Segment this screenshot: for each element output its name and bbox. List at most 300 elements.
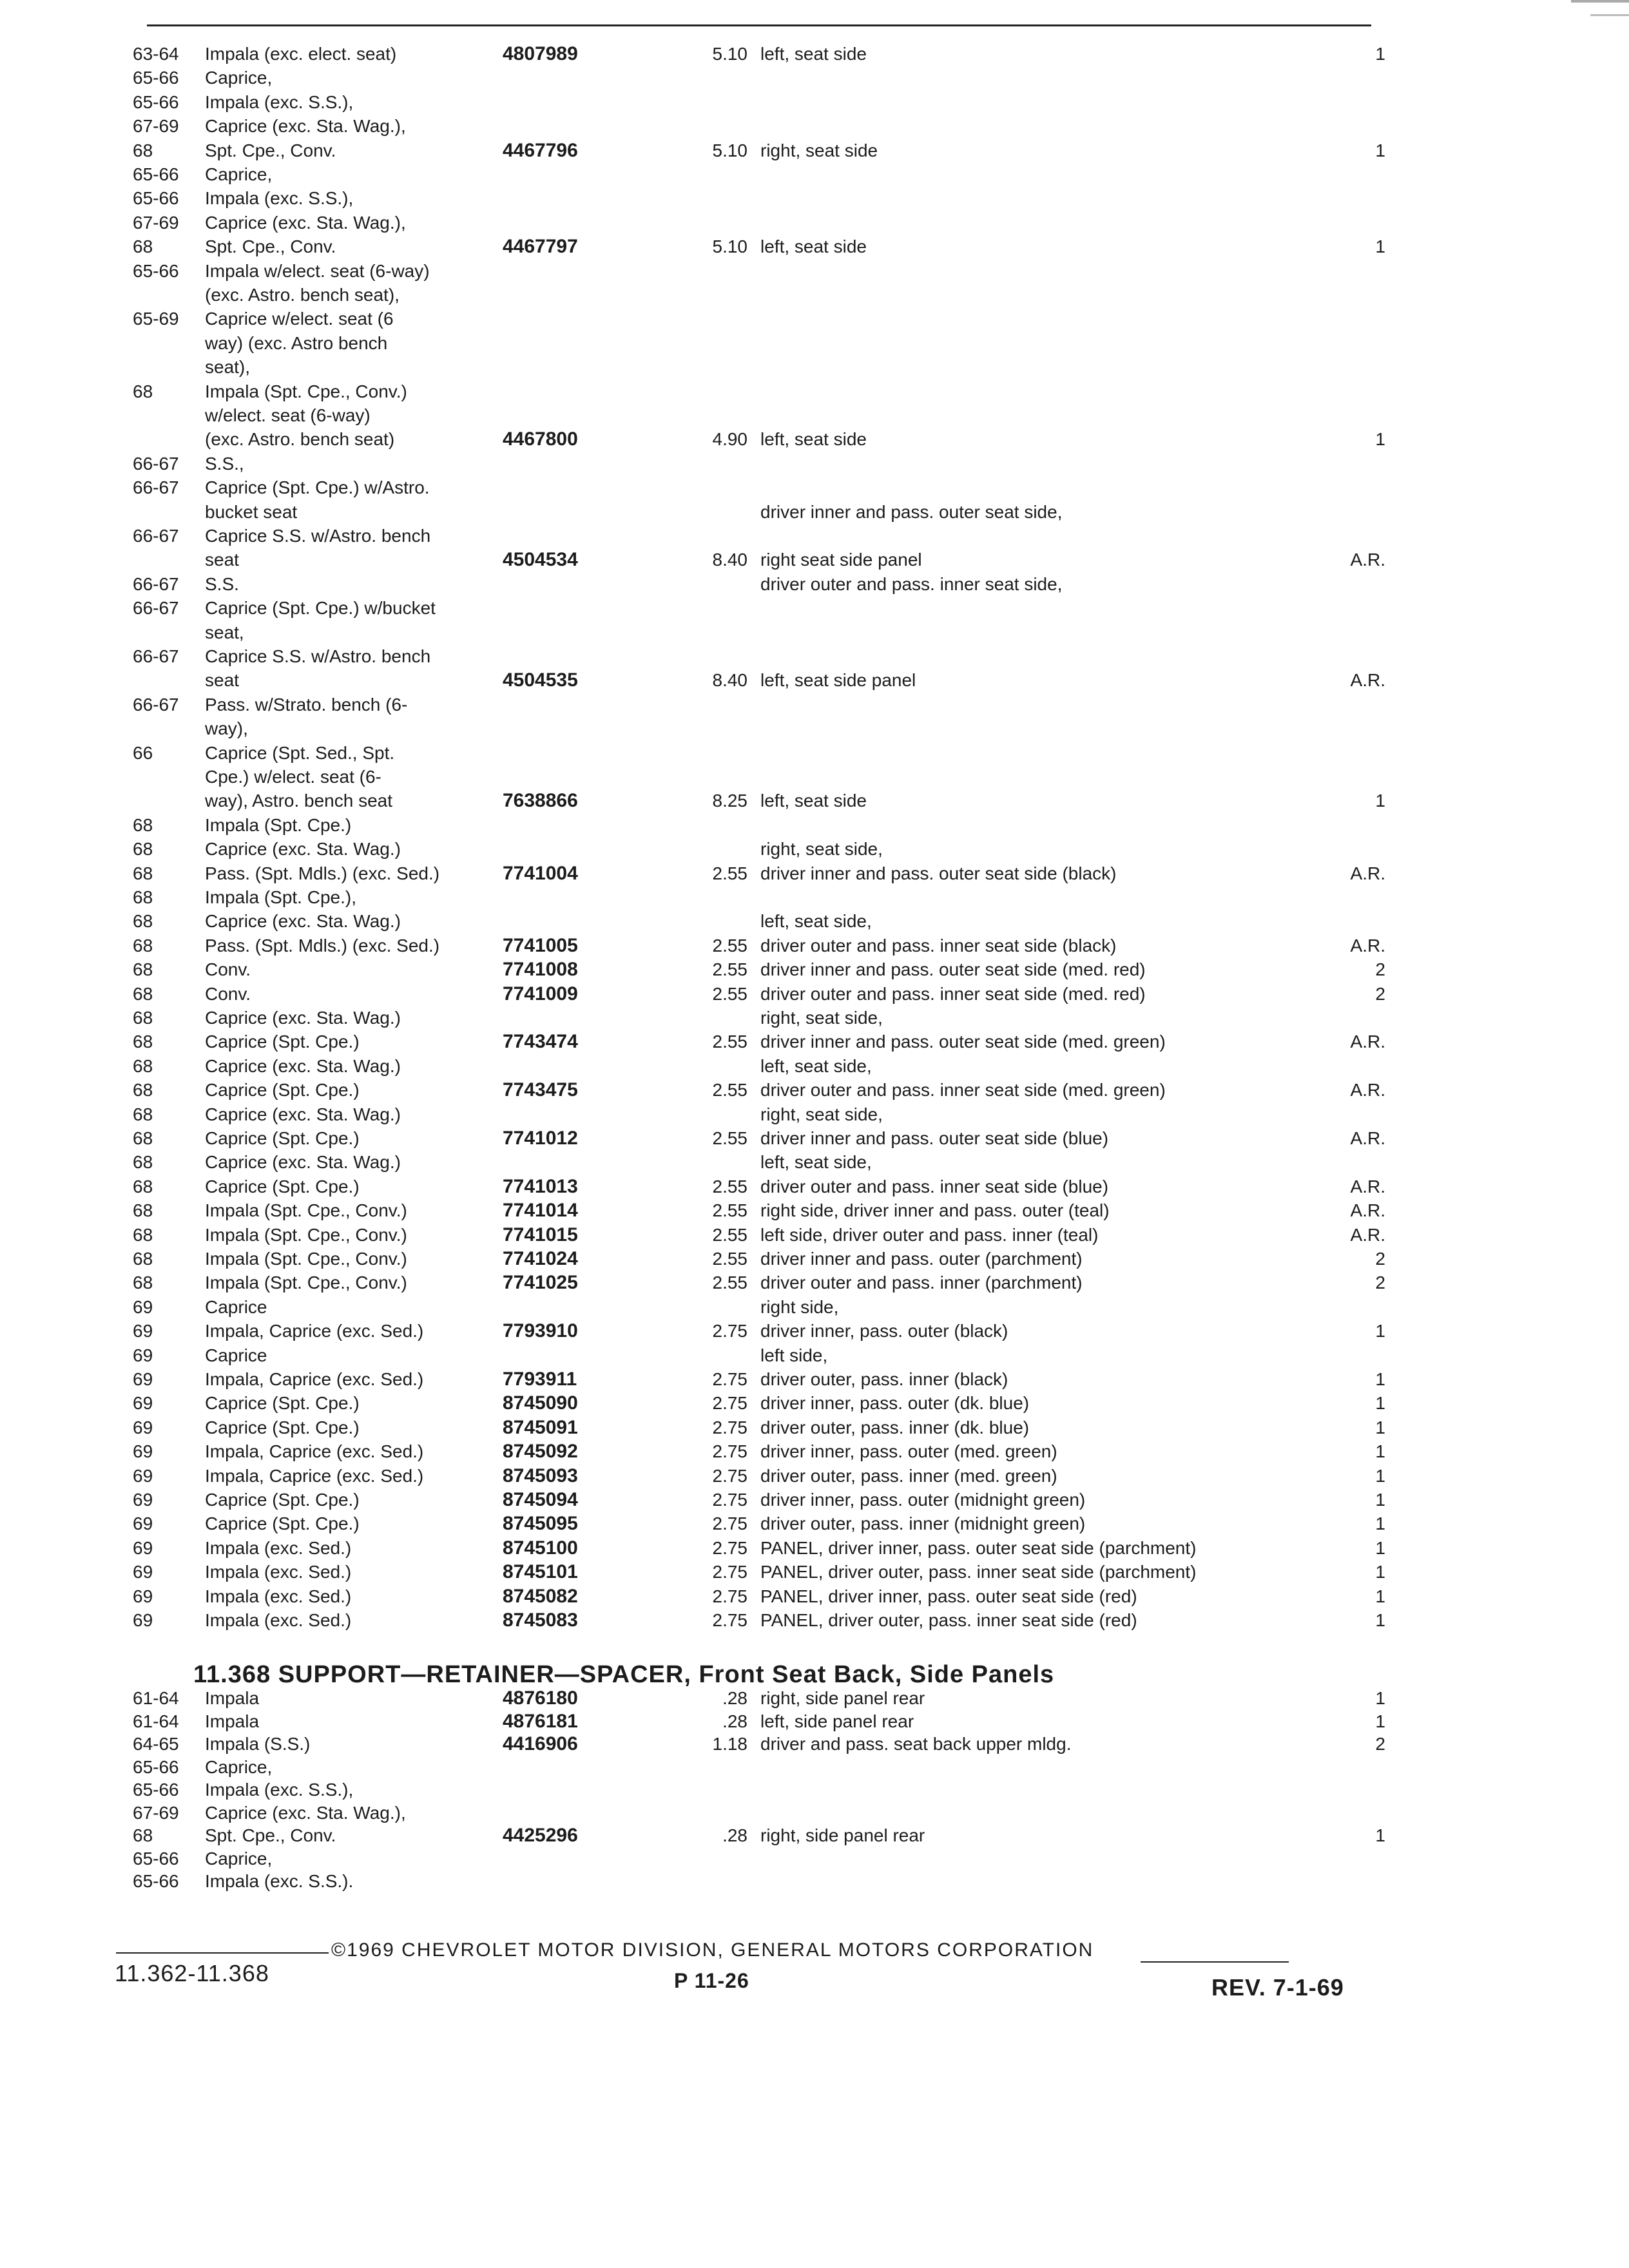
part-description: left, seat side (760, 236, 867, 257)
list-price: 8.40 (712, 670, 747, 691)
table-row (0, 428, 1629, 452)
model-application: Impala (Spt. Cpe., Conv.) (205, 1200, 407, 1221)
model-application: Spt. Cpe., Conv. (205, 140, 336, 160)
quantity: A.R. (1350, 670, 1385, 691)
list-price: 2.55 (712, 1128, 747, 1148)
table-row (0, 115, 1629, 139)
table-row (0, 1870, 1629, 1894)
table-row (0, 1416, 1629, 1441)
table-row (0, 235, 1629, 260)
model-application: Caprice (exc. Sta. Wag.) (205, 1104, 401, 1124)
table-row (0, 1609, 1629, 1633)
table-row (0, 1103, 1629, 1128)
table-row (0, 91, 1629, 115)
list-price: 2.75 (712, 1562, 747, 1582)
model-application: Impala (exc. S.S.), (205, 1780, 354, 1800)
copyright-notice: ©1969 CHEVROLET MOTOR DIVISION, GENERAL MOTORS CORPORATION (331, 1939, 1094, 1961)
quantity: 1 (1375, 1610, 1385, 1630)
model-year: 68 (133, 1825, 153, 1845)
table-row (0, 838, 1629, 862)
model-year: 61-64 (133, 1711, 179, 1731)
table-row (0, 1687, 1629, 1711)
model-year: 69 (133, 1393, 153, 1414)
model-year: 63-64 (133, 44, 179, 64)
part-number: 7741012 (503, 1128, 578, 1149)
list-price: 8.40 (712, 550, 747, 570)
quantity: 1 (1375, 1562, 1385, 1582)
model-application: Impala (Spt. Cpe., Conv.) (205, 1273, 407, 1293)
model-application: Spt. Cpe., Conv. (205, 1825, 336, 1845)
model-application: way), Astro. bench seat (205, 791, 393, 811)
model-year: 65-66 (133, 68, 179, 88)
footer-rule-left (116, 1952, 329, 1954)
part-number: 8745101 (503, 1561, 578, 1583)
part-number: 7741004 (503, 862, 578, 884)
part-number: 4876180 (503, 1687, 578, 1709)
model-application: Impala w/elect. seat (6-way) (205, 260, 430, 281)
table-row (0, 404, 1629, 428)
model-application: Caprice (205, 1345, 267, 1365)
table-row (0, 621, 1629, 646)
table-row (0, 501, 1629, 525)
part-description: driver outer and pass. inner seat side (blue) (760, 1176, 1109, 1196)
table-row (0, 645, 1629, 669)
table-row (0, 1006, 1629, 1031)
table-row (0, 1537, 1629, 1561)
quantity: 1 (1375, 1825, 1385, 1845)
model-application: way) (exc. Astro bench (205, 332, 388, 353)
quantity: 1 (1375, 1514, 1385, 1534)
footer-rule-right (1141, 1961, 1289, 1963)
list-price: 2.55 (712, 863, 747, 883)
list-price: 2.55 (712, 1200, 747, 1221)
table-row (0, 886, 1629, 910)
quantity: 1 (1375, 429, 1385, 450)
list-price: 2.55 (712, 959, 747, 980)
part-description: driver outer and pass. inner seat side (black) (760, 935, 1117, 956)
list-price: 8.25 (712, 791, 747, 811)
list-price: 2.75 (712, 1610, 747, 1630)
model-year: 68 (133, 1249, 153, 1269)
part-number: 7741005 (503, 934, 578, 956)
model-application: Pass. w/Strato. bench (6- (205, 694, 408, 715)
model-application: seat, (205, 622, 244, 642)
model-application: seat (205, 550, 239, 570)
quantity: 1 (1375, 1711, 1385, 1731)
quantity: 1 (1375, 791, 1385, 811)
part-description: driver inner, pass. outer (midnight green) (760, 1490, 1086, 1510)
part-description: right, side panel rear (760, 1688, 925, 1708)
list-price: 2.55 (712, 1032, 747, 1052)
model-year: 68 (133, 1224, 153, 1245)
table-row (0, 524, 1629, 549)
table-row (0, 983, 1629, 1007)
model-year: 65-66 (133, 164, 179, 184)
table-row (0, 1756, 1629, 1780)
table-row (0, 1344, 1629, 1369)
part-description: driver inner and pass. outer seat side (blue) (760, 1128, 1109, 1148)
table-row (0, 43, 1629, 67)
list-price: 1.18 (712, 1734, 747, 1754)
model-application: Caprice (Spt. Cpe.) (205, 1080, 360, 1100)
model-year: 68 (133, 959, 153, 980)
part-number: 7741024 (503, 1248, 578, 1269)
model-year: 69 (133, 1345, 153, 1365)
model-year: 69 (133, 1441, 153, 1462)
part-number: 7741009 (503, 983, 578, 1004)
part-description: left, seat side (760, 44, 867, 64)
part-description: driver inner and pass. outer seat side, (760, 501, 1063, 522)
model-application: (exc. Astro. bench seat), (205, 285, 400, 305)
table-row (0, 211, 1629, 236)
table-row (0, 356, 1629, 380)
model-year: 68 (133, 140, 153, 160)
model-application: Caprice S.S. w/Astro. bench (205, 646, 431, 666)
scan-artifact (1590, 14, 1629, 16)
model-application: S.S., (205, 453, 244, 474)
list-price: 2.55 (712, 1273, 747, 1293)
model-year: 68 (133, 1273, 153, 1293)
part-number: 7743475 (503, 1079, 578, 1101)
model-application: Caprice, (205, 68, 273, 88)
table-row (0, 332, 1629, 356)
model-application: Caprice (Spt. Cpe.) (205, 1514, 360, 1534)
model-application: Caprice (exc. Sta. Wag.), (205, 116, 406, 137)
part-description: right, seat side, (760, 839, 883, 860)
table-row (0, 1296, 1629, 1320)
model-application: Impala (exc. Sed.) (205, 1610, 352, 1630)
part-description: right, seat side (760, 140, 878, 160)
model-year: 68 (133, 983, 153, 1004)
quantity: A.R. (1350, 1128, 1385, 1148)
table-row (0, 1030, 1629, 1055)
table-row (0, 862, 1629, 887)
model-application: Caprice (Spt. Cpe.) (205, 1128, 360, 1148)
model-year: 65-66 (133, 91, 179, 112)
quantity: 2 (1375, 1734, 1385, 1754)
table-row (0, 1488, 1629, 1513)
model-application: Caprice (Spt. Cpe.) (205, 1417, 360, 1437)
part-number: 4425296 (503, 1825, 578, 1846)
part-description: left, seat side, (760, 911, 872, 932)
table-row (0, 1055, 1629, 1079)
list-price: 2.75 (712, 1514, 747, 1534)
table-row (0, 380, 1629, 405)
table-row (0, 1802, 1629, 1826)
model-application: Impala (Spt. Cpe.) (205, 814, 352, 835)
model-year: 66-67 (133, 477, 179, 498)
model-application: Caprice (Spt. Cpe.) (205, 1032, 360, 1052)
revision-date: REV. 7-1-69 (1211, 1974, 1344, 2001)
model-year: 66-67 (133, 598, 179, 619)
model-year: 66-67 (133, 573, 179, 594)
model-year: 67-69 (133, 116, 179, 137)
part-description: driver inner and pass. outer seat side (med. green) (760, 1032, 1166, 1052)
model-year: 66-67 (133, 646, 179, 666)
list-price: 2.55 (712, 1249, 747, 1269)
part-description: right side, (760, 1296, 839, 1317)
model-year: 69 (133, 1490, 153, 1510)
table-row (0, 1224, 1629, 1248)
model-year: 66-67 (133, 453, 179, 474)
table-row (0, 476, 1629, 501)
table-row (0, 1127, 1629, 1151)
list-price: 2.55 (712, 935, 747, 956)
part-number: 4416906 (503, 1733, 578, 1754)
list-price: 5.10 (712, 44, 747, 64)
model-year: 68 (133, 1152, 153, 1173)
table-row (0, 307, 1629, 332)
model-application: Pass. (Spt. Mdls.) (exc. Sed.) (205, 935, 440, 956)
part-number: 7793910 (503, 1320, 578, 1342)
part-number: 8745083 (503, 1610, 578, 1631)
model-year: 64-65 (133, 1734, 179, 1754)
model-year: 67-69 (133, 212, 179, 233)
quantity: 1 (1375, 1441, 1385, 1462)
list-price: 2.75 (712, 1465, 747, 1486)
model-year: 69 (133, 1562, 153, 1582)
model-application: Caprice (Spt. Cpe.) (205, 1176, 360, 1196)
model-year: 69 (133, 1586, 153, 1606)
table-row (0, 187, 1629, 211)
model-year: 65-69 (133, 309, 179, 329)
model-application: Impala (exc. S.S.), (205, 91, 354, 112)
part-number: 4876181 (503, 1710, 578, 1732)
quantity: 2 (1375, 959, 1385, 980)
part-number: 4504534 (503, 549, 578, 571)
table-row (0, 1440, 1629, 1465)
part-description: driver outer, pass. inner (med. green) (760, 1465, 1057, 1486)
list-price: 2.75 (712, 1417, 747, 1437)
table-row (0, 765, 1629, 790)
part-description: right side, driver inner and pass. outer (teal) (760, 1200, 1110, 1221)
model-application: Impala (Spt. Cpe.), (205, 887, 356, 907)
model-application: (exc. Astro. bench seat) (205, 429, 395, 450)
table-row (0, 958, 1629, 983)
model-year: 68 (133, 1104, 153, 1124)
table-row (0, 1079, 1629, 1103)
part-number: 7741025 (503, 1272, 578, 1294)
model-application: Impala (exc. elect. seat) (205, 44, 397, 64)
part-number: 7741015 (503, 1224, 578, 1245)
table-row (0, 1271, 1629, 1296)
model-application: Caprice, (205, 164, 273, 184)
model-year: 68 (133, 1055, 153, 1076)
model-year: 68 (133, 1176, 153, 1196)
model-year: 66-67 (133, 694, 179, 715)
table-row (0, 1368, 1629, 1392)
part-number: 8745094 (503, 1489, 578, 1510)
quantity: 2 (1375, 1273, 1385, 1293)
part-number: 8745093 (503, 1465, 578, 1486)
list-price: 2.75 (712, 1321, 747, 1341)
table-row (0, 139, 1629, 164)
quantity: A.R. (1350, 1080, 1385, 1100)
model-year: 69 (133, 1610, 153, 1630)
model-application: Impala (exc. S.S.). (205, 1871, 354, 1891)
model-year: 69 (133, 1321, 153, 1341)
part-description: driver and pass. seat back upper mldg. (760, 1734, 1072, 1754)
part-number: 4467797 (503, 236, 578, 258)
model-application: Impala (exc. Sed.) (205, 1562, 352, 1582)
model-application: Impala (exc. S.S.), (205, 188, 354, 209)
part-description: driver inner and pass. outer seat side (med. red) (760, 959, 1146, 980)
quantity: A.R. (1350, 1224, 1385, 1245)
quantity: A.R. (1350, 863, 1385, 883)
quantity: 1 (1375, 236, 1385, 257)
part-description: left, seat side, (760, 1055, 872, 1076)
quantity: 1 (1375, 44, 1385, 64)
table-row (0, 1824, 1629, 1849)
model-application: Caprice (exc. Sta. Wag.) (205, 911, 401, 932)
table-row (0, 1199, 1629, 1224)
model-year: 69 (133, 1514, 153, 1534)
section-range: 11.362-11.368 (115, 1960, 269, 1986)
part-description: driver outer and pass. inner seat side (med. red) (760, 983, 1146, 1004)
quantity: 1 (1375, 1586, 1385, 1606)
part-description: right, side panel rear (760, 1825, 925, 1845)
model-application: Impala (exc. Sed.) (205, 1537, 352, 1558)
model-year: 68 (133, 1080, 153, 1100)
list-price: 2.75 (712, 1393, 747, 1414)
model-application: way), (205, 718, 248, 739)
list-price: 2.55 (712, 983, 747, 1004)
model-application: Caprice (exc. Sta. Wag.) (205, 839, 401, 860)
model-application: Caprice (exc. Sta. Wag.) (205, 1008, 401, 1028)
quantity: 1 (1375, 1417, 1385, 1437)
table-row (0, 1847, 1629, 1872)
model-application: Caprice (exc. Sta. Wag.), (205, 212, 406, 233)
model-year: 68 (133, 814, 153, 835)
part-description: left side, driver outer and pass. inner (teal) (760, 1224, 1099, 1245)
part-number: 4467796 (503, 139, 578, 161)
quantity: 1 (1375, 1393, 1385, 1414)
part-number: 4467800 (503, 428, 578, 450)
part-description: driver outer and pass. inner (parchment) (760, 1273, 1083, 1293)
part-description: right, seat side, (760, 1008, 883, 1028)
part-description: PANEL, driver outer, pass. inner seat side (red) (760, 1610, 1137, 1630)
model-application: Caprice (Spt. Sed., Spt. (205, 742, 395, 763)
table-row (0, 1175, 1629, 1200)
part-number: 8745092 (503, 1441, 578, 1463)
part-description: driver outer, pass. inner (black) (760, 1369, 1008, 1389)
model-year: 65-66 (133, 260, 179, 281)
quantity: 1 (1375, 1465, 1385, 1486)
table-row (0, 717, 1629, 742)
table-row (0, 1512, 1629, 1537)
quantity: 1 (1375, 1490, 1385, 1510)
list-price: .28 (722, 1711, 747, 1731)
part-description: driver inner, pass. outer (black) (760, 1321, 1008, 1341)
table-row (0, 452, 1629, 477)
table-row (0, 934, 1629, 959)
quantity: 1 (1375, 1369, 1385, 1389)
part-number: 7743474 (503, 1031, 578, 1053)
model-application: Pass. (Spt. Mdls.) (exc. Sed.) (205, 863, 440, 883)
model-application: Caprice (exc. Sta. Wag.), (205, 1802, 406, 1823)
quantity: A.R. (1350, 1032, 1385, 1052)
list-price: .28 (722, 1688, 747, 1708)
model-application: seat (205, 670, 239, 691)
model-application: bucket seat (205, 501, 298, 522)
model-year: 68 (133, 381, 153, 401)
table-row (0, 1247, 1629, 1272)
quantity: A.R. (1350, 935, 1385, 956)
table-row (0, 669, 1629, 693)
model-application: Impala (Spt. Cpe., Conv.) (205, 1224, 407, 1245)
model-application: Impala (Spt. Cpe., Conv.) (205, 1249, 407, 1269)
model-application: Conv. (205, 959, 251, 980)
part-description: left, seat side panel (760, 670, 916, 691)
quantity: A.R. (1350, 550, 1385, 570)
part-number: 7741013 (503, 1175, 578, 1197)
model-year: 68 (133, 1200, 153, 1221)
table-row (0, 163, 1629, 187)
model-year: 68 (133, 839, 153, 860)
model-year: 69 (133, 1465, 153, 1486)
quantity: 2 (1375, 1249, 1385, 1269)
part-number: 7793911 (503, 1369, 577, 1390)
list-price: 4.90 (712, 429, 747, 450)
model-year: 65-66 (133, 1871, 179, 1891)
model-year: 68 (133, 863, 153, 883)
model-application: Impala, Caprice (exc. Sed.) (205, 1321, 424, 1341)
table-row (0, 548, 1629, 573)
table-row (0, 1561, 1629, 1585)
table-row (0, 910, 1629, 934)
model-application: Caprice S.S. w/Astro. bench (205, 526, 431, 546)
table-row (0, 814, 1629, 838)
table-row (0, 1778, 1629, 1803)
model-year: 68 (133, 887, 153, 907)
part-description: driver inner and pass. outer seat side (black) (760, 863, 1117, 883)
table-row (0, 1392, 1629, 1416)
model-year: 65-66 (133, 188, 179, 209)
part-description: left side, (760, 1345, 828, 1365)
list-price: 2.75 (712, 1586, 747, 1606)
model-application: Impala (exc. Sed.) (205, 1586, 352, 1606)
part-description: PANEL, driver outer, pass. inner seat side (parchment) (760, 1562, 1197, 1582)
model-application: Caprice (exc. Sta. Wag.) (205, 1152, 401, 1173)
quantity: 1 (1375, 1537, 1385, 1558)
quantity: 2 (1375, 983, 1385, 1004)
top-rule (147, 24, 1371, 26)
model-application: Spt. Cpe., Conv. (205, 236, 336, 257)
model-year: 65-66 (133, 1780, 179, 1800)
model-year: 66 (133, 742, 153, 763)
table-row (0, 66, 1629, 91)
part-description: driver outer and pass. inner seat side, (760, 573, 1063, 594)
part-number: 7638866 (503, 790, 578, 812)
part-number: 8745082 (503, 1585, 578, 1607)
model-application: Impala, Caprice (exc. Sed.) (205, 1465, 424, 1486)
model-application: Impala (S.S.) (205, 1734, 311, 1754)
model-year: 69 (133, 1296, 153, 1317)
model-application: Caprice w/elect. seat (6 (205, 309, 394, 329)
model-application: Caprice (exc. Sta. Wag.) (205, 1055, 401, 1076)
table-row (0, 260, 1629, 284)
model-application: seat), (205, 357, 251, 378)
table-row (0, 573, 1629, 597)
quantity: A.R. (1350, 1176, 1385, 1196)
model-year: 69 (133, 1369, 153, 1389)
model-year: 65-66 (133, 1756, 179, 1777)
part-description: driver inner, pass. outer (dk. blue) (760, 1393, 1030, 1414)
list-price: 2.55 (712, 1224, 747, 1245)
model-year: 61-64 (133, 1688, 179, 1708)
model-application: w/elect. seat (6-way) (205, 405, 371, 425)
table-row (0, 1465, 1629, 1489)
